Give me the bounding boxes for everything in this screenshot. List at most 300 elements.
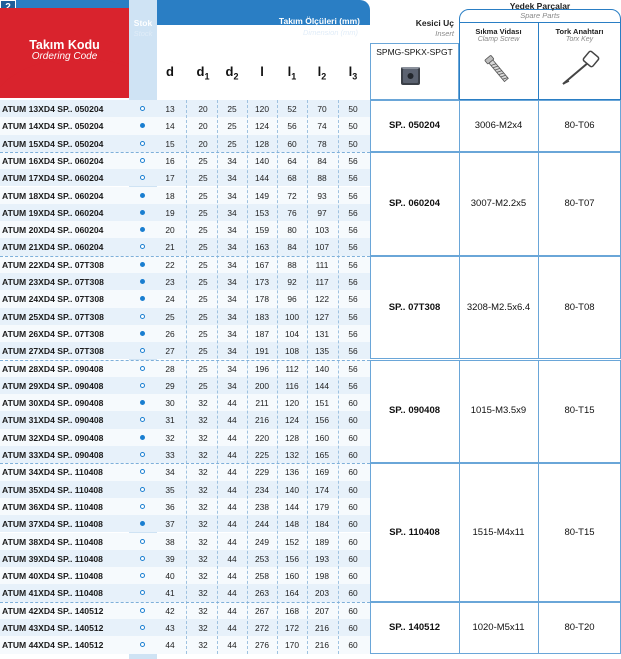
dim-symbol-d2 [219,64,245,82]
dimension-cell: 84 [317,155,327,166]
dimension-cell: 60 [348,553,358,564]
dimension-cell: 32 [198,640,208,651]
dimension-cell: 96 [287,294,297,305]
dimension-cell: 124 [285,415,299,426]
insert-type-label: SPMG-SPKX-SPGT [376,47,453,57]
dimension-cell: 120 [285,398,299,409]
dimension-cell: 44 [227,519,237,530]
dim-symbol-sub: 1 [291,71,297,82]
dimension-cell: 60 [348,501,358,512]
dimension-cell: 258 [255,571,269,582]
dimension-cell: 44 [227,484,237,495]
column-divider [277,100,278,654]
column-divider [307,100,308,654]
insert-code: SP.. 110408 [389,526,440,538]
dim-symbol-d1 [190,64,216,82]
dimension-cell: 25 [198,225,208,236]
dimension-cell: 276 [255,640,269,651]
insert-code: SP.. 090408 [388,405,441,417]
dimension-cell: 108 [285,346,299,357]
dimension-cell: 156 [285,553,299,564]
dimension-cell: 44 [227,605,237,616]
dimension-cell: 183 [255,311,269,322]
dimension-cell: 26 [165,328,175,339]
dimension-cell: 25 [198,277,208,287]
dimension-cell: 56 [348,259,358,270]
out-of-stock-dot [140,141,145,146]
dimension-cell: 165 [315,450,329,460]
dimension-cell: 60 [348,640,358,651]
dimension-cell: 60 [348,484,358,495]
insert-title: Kesici Uç [415,18,454,28]
dimension-cell: 140 [285,484,299,495]
dimension-cell: 33 [165,450,175,460]
dimension-cell: 140 [315,363,329,374]
dimension-cell: 93 [317,190,327,201]
out-of-stock-dot [140,452,145,457]
dimension-cell: 72 [287,190,297,201]
in-stock-dot [140,435,145,440]
in-stock-dot [140,262,145,267]
ordering-code-cell: ATUM 36XD4 SP.. 110408 [2,501,103,512]
dimension-cell: 32 [198,398,208,409]
dimension-cell: 20 [165,225,175,236]
dimension-cell: 41 [165,588,175,599]
dimension-cell: 34 [227,346,237,357]
dimension-cell: 170 [285,640,299,651]
insert-code: SP.. 060204 [388,197,441,209]
dimension-cell: 35 [165,484,175,495]
dim-symbol-base: l [260,64,264,79]
screw-title: Sıkma Vidası [475,27,522,36]
dimension-cell: 25 [198,190,208,201]
dimension-cell: 60 [348,536,358,547]
clamp-screw-code: 3007-M2.2x5 [470,197,527,209]
dimension-cell: 207 [315,605,329,616]
dimension-cell: 216 [315,623,329,633]
out-of-stock-dot [140,106,145,111]
dimension-cell: 184 [315,519,329,530]
dimension-cell: 164 [285,588,299,599]
dimension-cell: 220 [255,432,269,443]
dimension-cell: 200 [255,380,269,391]
clamp-screw-code: 1515-M4x11 [472,526,525,538]
ordering-code-cell: ATUM 17XD4 SP.. 060204 [2,173,104,184]
dimension-cell: 34 [227,259,237,270]
dim-symbol-l3 [340,64,366,82]
dim-symbol-sub: 3 [352,71,358,82]
dimension-cell: 30 [165,398,175,409]
dimension-cell: 25 [198,328,208,339]
ordering-code-cell: ATUM 27XD4 SP.. 07T308 [2,346,104,357]
dimension-cell: 111 [315,259,329,270]
screw-subtitle: Clamp Screw [477,36,520,43]
dimension-cell: 216 [255,415,269,426]
ordering-code-cell: ATUM 18XD4 SP.. 060204 [2,190,104,201]
dimension-cell: 100 [285,311,299,322]
dimension-cell: 34 [227,190,237,201]
dimension-cell: 34 [227,311,237,322]
dimension-cell: 60 [348,415,358,426]
in-stock-dot [140,193,145,198]
ordering-code-cell: ATUM 32XD4 SP.. 090408 [2,432,104,443]
dimension-cell: 135 [315,346,329,357]
dimension-cell: 163 [255,242,269,253]
ordering-code-cell: ATUM 29XD4 SP.. 090408 [2,380,104,391]
dimension-cell: 14 [165,121,175,132]
in-stock-dot [140,279,145,284]
insert-code: SP.. 07T308 [388,301,441,313]
ordering-code-cell: ATUM 19XD4 SP.. 060204 [2,207,104,218]
group-separator [0,360,370,361]
dimension-cell: 32 [198,536,208,547]
dimension-cell: 56 [348,207,358,218]
dimension-cell: 104 [285,328,299,339]
dimension-cell: 34 [165,467,175,478]
ordering-code-cell: ATUM 41XD4 SP.. 110408 [2,588,103,599]
screw-icon [478,50,518,90]
dimension-cell: 60 [348,588,358,599]
dimension-cell: 60 [348,519,358,530]
ordering-code-cell: ATUM 31XD4 SP.. 090408 [2,415,104,426]
dim-symbol-base: l [287,64,292,79]
dimension-cell: 44 [227,536,237,547]
dimension-cell: 19 [165,207,175,218]
dimension-cell: 211 [255,398,269,409]
out-of-stock-dot [140,608,145,613]
clamp-screw-code: 1015-M3.5x9 [470,405,527,417]
out-of-stock-dot [140,158,145,163]
torx-key-code: 80-T07 [564,197,595,209]
dimension-cell: 34 [227,363,237,374]
dimension-cell: 153 [255,207,269,218]
dimension-cell: 88 [317,173,327,184]
dimension-cell: 122 [315,294,329,305]
dimension-cell: 88 [287,259,297,270]
dimension-cell: 23 [165,277,175,287]
dim-symbol-base: l [317,64,322,79]
dimension-cell: 38 [165,536,175,547]
in-stock-dot [140,331,145,336]
dimension-cell: 32 [198,571,208,582]
dimension-cell: 34 [227,328,237,339]
dimension-cell: 28 [165,363,175,374]
dimension-cell: 216 [315,640,329,651]
dimension-cell: 179 [315,501,329,512]
dimension-cell: 124 [255,121,269,132]
dimension-cell: 24 [165,294,175,305]
dimension-cell: 160 [315,432,329,443]
dimension-cell: 20 [198,138,208,149]
dimension-cell: 50 [348,104,358,114]
dimension-cell: 18 [165,190,175,201]
ordering-code-cell: ATUM 21XD4 SP.. 060204 [2,242,104,253]
dimension-cell: 56 [348,277,358,287]
dimension-cell: 44 [165,640,175,651]
dimension-cell: 22 [165,259,175,270]
ordering-code-cell: ATUM 14XD4 SP.. 050204 [2,121,104,132]
key-subtitle: Torx Key [565,36,594,43]
ordering-code-cell: ATUM 39XD4 SP.. 110408 [2,553,103,564]
ordering-code-cell: ATUM 33XD4 SP.. 090408 [2,450,104,460]
in-stock-dot [140,210,145,215]
dimension-cell: 196 [255,363,269,374]
clamp-screw-code: 3006-M2x4 [474,119,523,131]
ordering-code-cell: ATUM 16XD4 SP.. 060204 [2,155,104,166]
key-title: Tork Anahtarı [555,27,604,36]
dimension-cell: 32 [198,432,208,443]
ordering-code-cell: ATUM 20XD4 SP.. 060204 [2,225,104,236]
dimension-cell: 44 [227,398,237,409]
dimension-cell: 44 [227,640,237,651]
dimension-cell: 172 [285,623,299,633]
dimension-cell: 167 [255,259,269,270]
dim-symbol-l2 [309,64,335,82]
dimension-cell: 34 [227,173,237,184]
dimension-cell: 32 [198,623,208,633]
insert-code: SP.. 140512 [388,621,441,633]
stock-title: Stok [133,18,153,28]
ordering-code-cell: ATUM 40XD4 SP.. 110408 [2,571,103,582]
dimension-cell: 107 [315,242,329,253]
dimension-cell: 42 [165,605,175,616]
dimension-cell: 64 [287,155,297,166]
spare-title: Yedek Parçalar [509,1,571,11]
ordering-code-cell: ATUM 25XD4 SP.. 07T308 [2,311,104,322]
dimension-cell: 16 [165,155,175,166]
dimension-cell: 191 [255,346,269,357]
spare-subtitle: Spare Parts [520,11,560,20]
torx-key-code: 80-T15 [564,405,595,417]
dimension-cell: 132 [285,450,299,460]
dimension-cell: 32 [198,450,208,460]
dimension-cell: 56 [348,328,358,339]
dimension-cell: 50 [348,121,358,132]
dimension-cell: 25 [198,363,208,374]
ordering-code-cell: ATUM 44XD4 SP.. 140512 [2,640,104,651]
dimension-cell: 187 [255,328,269,339]
dimension-cell: 76 [287,207,297,218]
torx-key-code: 80-T06 [564,119,595,131]
dimension-cell: 25 [198,259,208,270]
dimension-cell: 156 [315,415,329,426]
group-separator [0,152,370,153]
dimension-cell: 31 [165,415,175,426]
dimension-cell: 148 [285,519,299,530]
code-subtitle: Ordering Code [31,51,98,62]
dimension-cell: 43 [165,623,175,633]
dim-symbol-l [249,64,275,82]
torx-key-code: 80-T20 [564,621,595,633]
dimension-cell: 25 [198,311,208,322]
dimension-cell: 140 [255,155,269,166]
dims-subtitle: Dimension (mm) [302,28,358,37]
dimension-cell: 25 [198,155,208,166]
stock-subtitle: Stock [133,29,153,38]
dimension-cell: 32 [165,432,175,443]
ordering-code-cell: ATUM 34XD4 SP.. 110408 [2,467,103,478]
ordering-code-cell: ATUM 43XD4 SP.. 140512 [2,623,104,633]
dimension-cell: 128 [255,138,269,149]
dim-symbol-d [157,64,183,82]
dimension-cell: 229 [255,467,269,478]
out-of-stock-dot [140,487,145,492]
dimension-cell: 234 [255,484,269,495]
dimension-cell: 34 [227,242,237,253]
dimension-cell: 160 [285,571,299,582]
ordering-code-cell: ATUM 30XD4 SP.. 090408 [2,398,104,409]
dimension-cell: 44 [227,467,237,478]
group-separator [0,602,370,603]
dimension-cell: 20 [198,121,208,132]
dimension-cell: 56 [348,346,358,357]
dimension-cell: 60 [348,623,358,633]
out-of-stock-dot [140,539,145,544]
dimension-cell: 56 [348,380,358,391]
dimension-cell: 56 [348,311,358,322]
dimension-cell: 44 [227,432,237,443]
dimension-cell: 60 [348,398,358,409]
dim-symbol-base: l [348,64,353,79]
dimension-cell: 15 [165,138,175,149]
dimension-cell: 169 [315,467,329,478]
dimension-cell: 97 [317,207,327,218]
dimension-cell: 27 [165,346,175,357]
dimension-cell: 52 [287,104,297,114]
dimension-cell: 149 [255,190,269,201]
group-separator [0,256,370,257]
dimension-cell: 117 [315,277,329,287]
dimension-cell: 56 [348,190,358,201]
dimension-cell: 144 [285,501,299,512]
dimension-cell: 151 [315,398,329,409]
column-divider [247,100,248,654]
dimension-cell: 34 [227,294,237,305]
dimension-cell: 144 [255,173,269,184]
dimension-cell: 34 [227,155,237,166]
dimension-cell: 84 [287,242,297,253]
dimension-cell: 173 [255,277,269,287]
dimension-cell: 92 [287,277,297,287]
column-divider [338,100,339,654]
dimension-cell: 68 [287,173,297,184]
dimension-cell: 120 [255,104,269,114]
dim-symbol-base: d [166,64,174,79]
group-separator [0,463,370,464]
dimension-cell: 60 [287,138,297,149]
dim-symbol-base: d [196,64,205,79]
dimension-cell: 174 [315,484,329,495]
torx-key-icon [555,50,605,90]
dimension-cell: 32 [198,605,208,616]
torx-key-code: 80-T15 [564,526,595,538]
dimension-cell: 56 [348,173,358,184]
dimension-cell: 56 [287,121,297,132]
dimension-cell: 21 [165,242,175,253]
dimension-cell: 44 [227,450,237,460]
dimension-cell: 60 [348,467,358,478]
dimension-cell: 25 [198,346,208,357]
code-title: Takım Kodu [29,38,100,52]
dimension-cell: 127 [315,311,329,322]
ordering-code-cell: ATUM 23XD4 SP.. 07T308 [2,277,104,287]
dimension-cell: 249 [255,536,269,547]
ordering-code-cell: ATUM 37XD4 SP.. 110408 [2,519,103,530]
dimension-cell: 60 [348,571,358,582]
dimension-cell: 25 [198,294,208,305]
torx-key-code: 80-T08 [564,301,595,313]
dimension-cell: 25 [198,242,208,253]
dimension-cell: 25 [198,380,208,391]
dimension-cell: 36 [165,501,175,512]
dimension-cell: 267 [255,605,269,616]
dim-symbol-sub: 2 [321,71,327,82]
dimension-cell: 32 [198,519,208,530]
dimension-cell: 44 [227,623,237,633]
dim-symbol-sub: 1 [204,71,210,82]
dimension-cell: 39 [165,553,175,564]
dimension-cell: 60 [348,605,358,616]
dim-symbol-base: d [225,64,234,79]
dimension-cell: 103 [315,225,329,236]
column-divider [217,100,218,654]
dimension-cell: 131 [315,328,329,339]
dimension-cell: 25 [165,311,175,322]
ordering-code-cell: ATUM 15XD4 SP.. 050204 [2,138,104,149]
dimension-cell: 44 [227,415,237,426]
insert-subtitle: Insert [435,29,454,38]
out-of-stock-dot [140,625,145,630]
out-of-stock-dot [140,383,145,388]
dimension-cell: 136 [285,467,299,478]
ordering-code-cell: ATUM 24XD4 SP.. 07T308 [2,294,104,305]
dimension-cell: 253 [255,553,269,564]
ordering-code-cell: ATUM 38XD4 SP.. 110408 [2,536,103,547]
dimension-cell: 70 [317,104,327,114]
insert-code: SP.. 050204 [388,119,441,131]
dimension-cell: 74 [317,121,327,132]
dimension-cell: 56 [348,363,358,374]
dimension-cell: 37 [165,519,175,530]
dimension-cell: 32 [198,501,208,512]
dimension-cell: 25 [198,173,208,184]
dimension-cell: 25 [227,121,237,132]
dimension-cell: 225 [255,450,269,460]
ordering-code-cell: ATUM 35XD4 SP.. 110408 [2,484,103,495]
dimension-cell: 238 [255,501,269,512]
dimension-cell: 34 [227,225,237,236]
out-of-stock-dot [140,314,145,319]
dimension-cell: 34 [227,277,237,287]
dimension-cell: 56 [348,242,358,253]
dimension-cell: 17 [165,173,175,184]
dimension-cell: 56 [348,225,358,236]
dimension-cell: 20 [198,104,208,114]
dimension-cell: 34 [227,380,237,391]
dimension-cell: 25 [227,104,237,114]
dimension-cell: 34 [227,207,237,218]
column-divider [186,100,187,654]
dimension-cell: 193 [315,553,329,564]
dimension-cell: 32 [198,415,208,426]
dimension-cell: 40 [165,571,175,582]
dimension-cell: 203 [315,588,329,599]
ordering-code-cell: ATUM 26XD4 SP.. 07T308 [2,328,104,339]
dimension-cell: 78 [317,138,327,149]
dimension-cell: 189 [315,536,329,547]
dimension-cell: 198 [315,571,329,582]
dimension-cell: 44 [227,588,237,599]
